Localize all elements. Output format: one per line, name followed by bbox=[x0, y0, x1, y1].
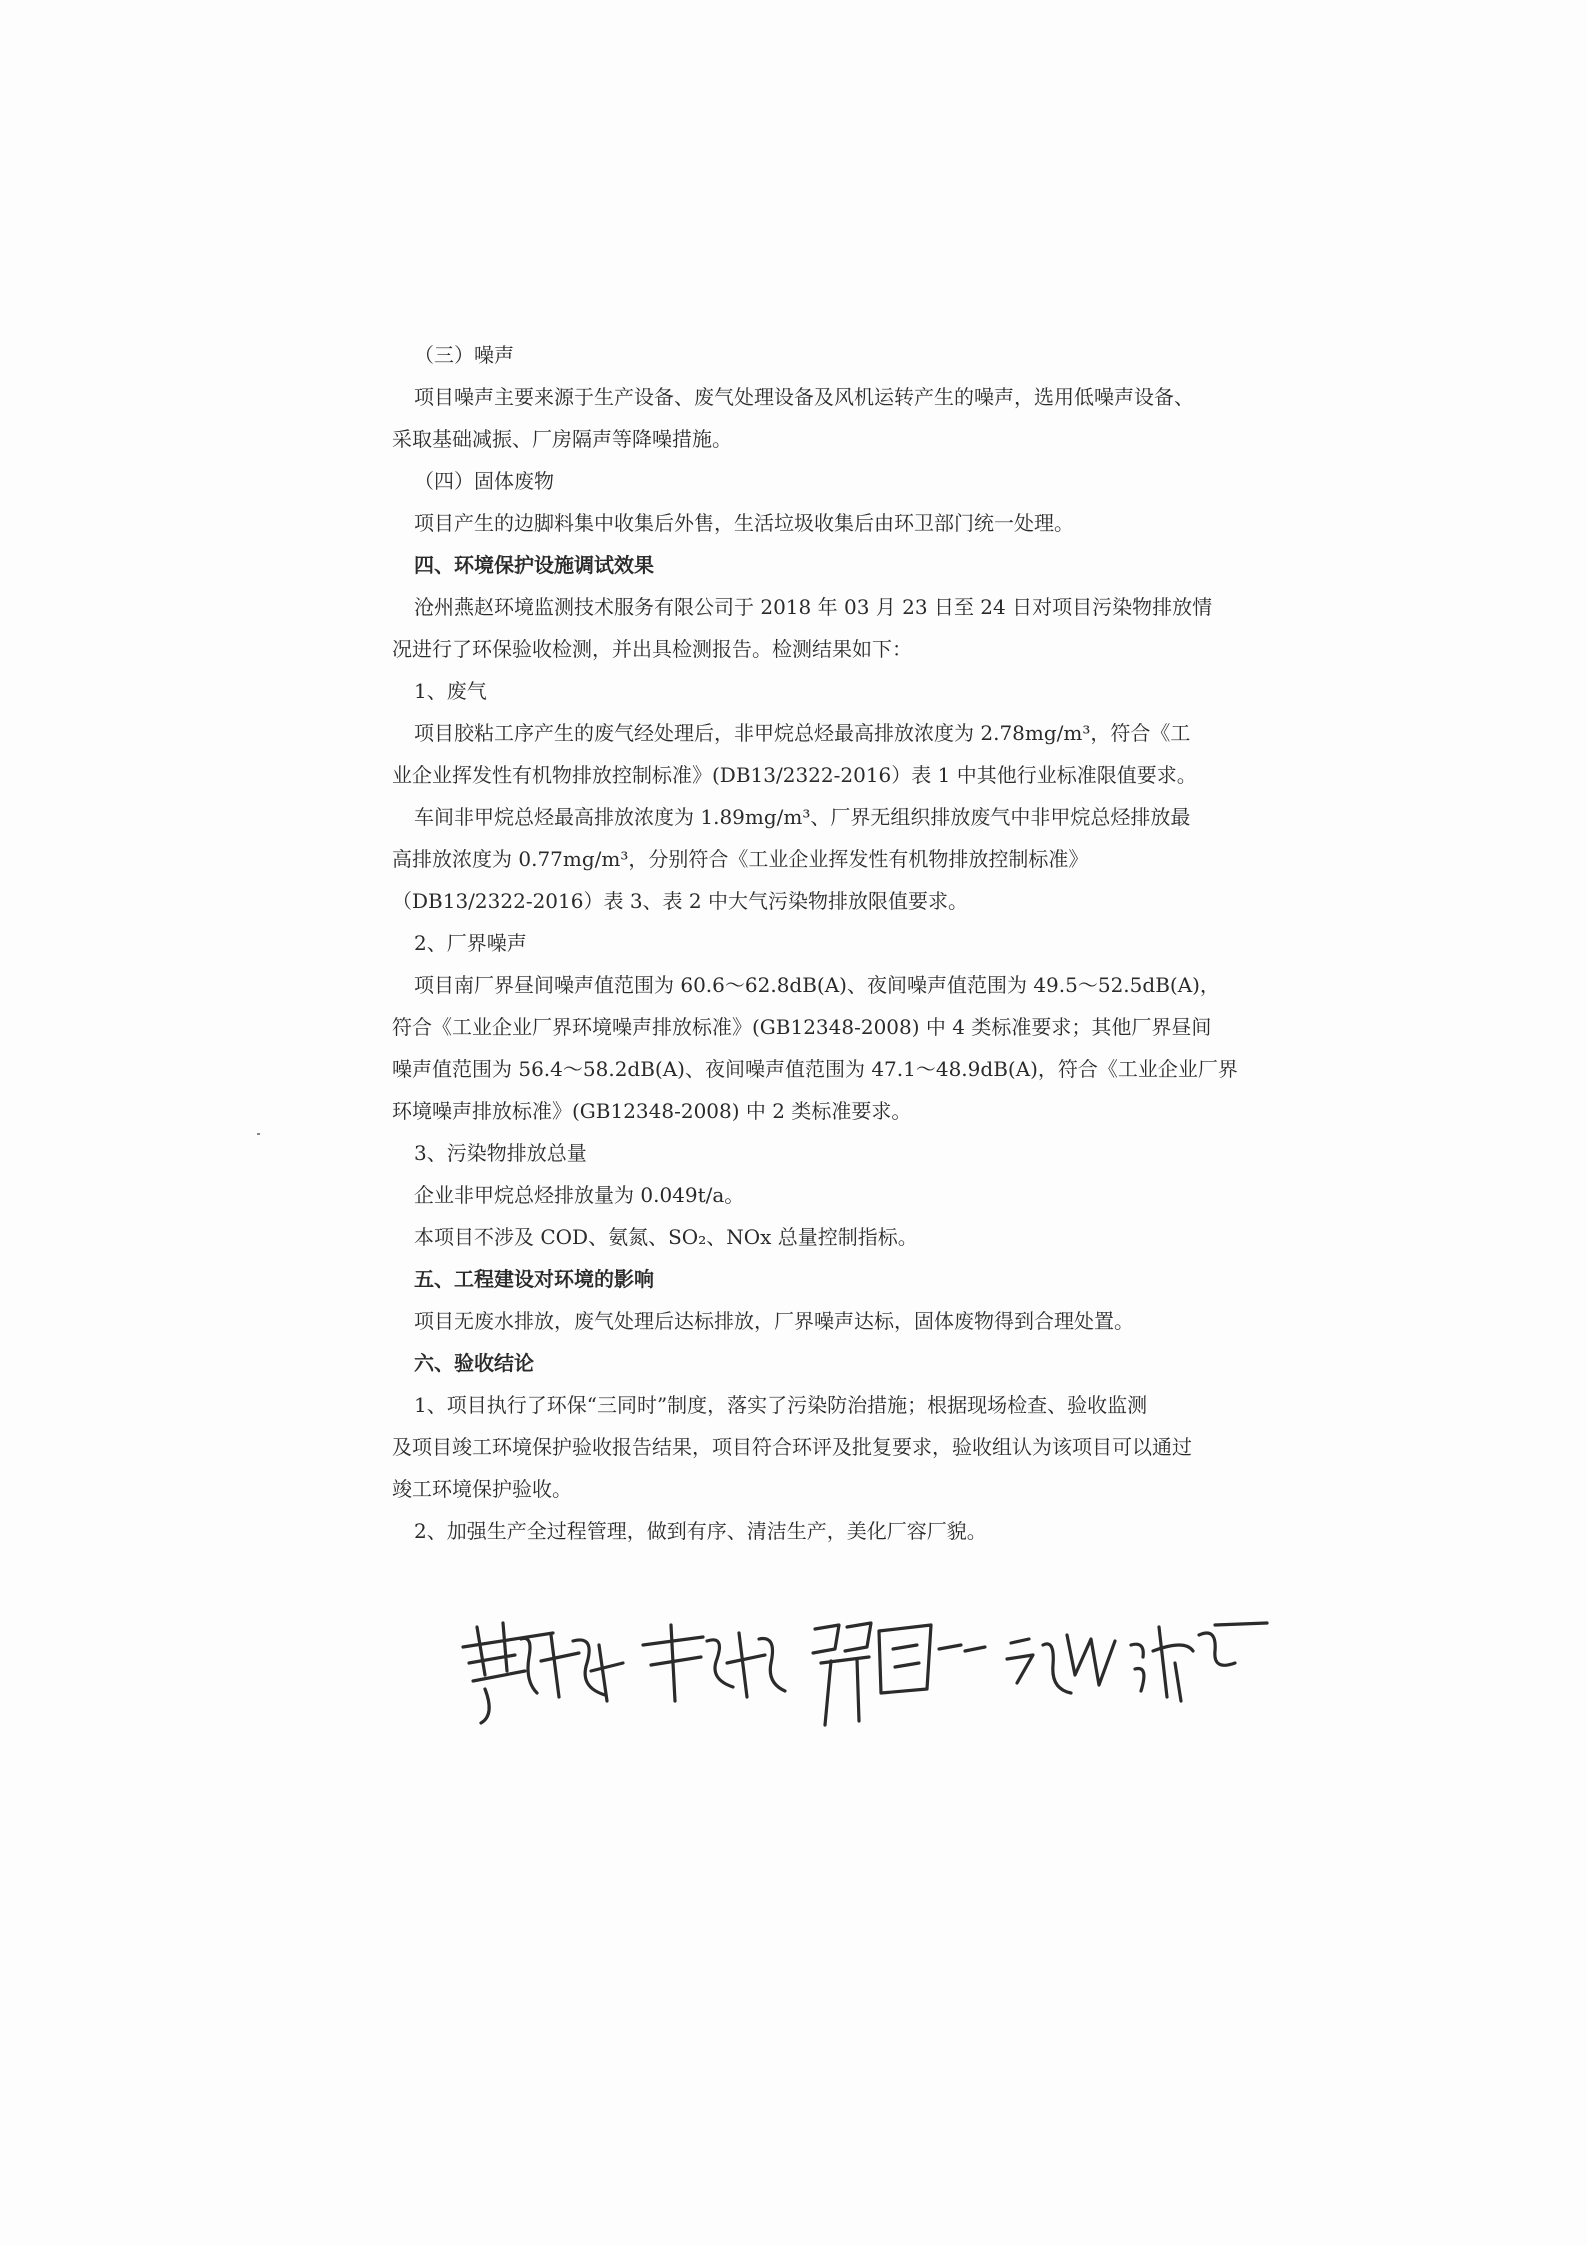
paragraph-line: 业企业挥发性有机物排放控制标准》(DB13/2322-2016）表 1 中其他行业标准限值要求。 bbox=[392, 763, 1197, 787]
paragraph-line: 本项目不涉及 COD、氨氮、SO₂、NOx 总量控制指标。 bbox=[414, 1225, 918, 1249]
paragraph-line: 企业非甲烷总烃排放量为 0.049t/a。 bbox=[414, 1183, 745, 1207]
section-heading-6: 六、验收结论 bbox=[414, 1351, 534, 1375]
paragraph-line: 沧州燕赵环境监测技术服务有限公司于 2018 年 03 月 23 日至 24 日对项目污染物排放情 bbox=[414, 595, 1213, 619]
section-heading-noise: （三）噪声 bbox=[414, 343, 514, 367]
paragraph-line: 竣工环境保护验收。 bbox=[392, 1477, 572, 1501]
paragraph-line: （DB13/2322-2016）表 3、表 2 中大气污染物排放限值要求。 bbox=[392, 889, 968, 913]
subheading-waste-gas: 1、废气 bbox=[414, 679, 487, 703]
paragraph-line: 环境噪声排放标准》(GB12348-2008) 中 2 类标准要求。 bbox=[392, 1099, 912, 1123]
paragraph-line: 项目无废水排放，废气处理后达标排放，厂界噪声达标，固体废物得到合理处置。 bbox=[414, 1309, 1134, 1333]
paragraph-line: 车间非甲烷总烃最高排放浓度为 1.89mg/m³、厂界无组织排放废气中非甲烷总烃排放最 bbox=[414, 805, 1191, 829]
section-heading-4: 四、环境保护设施调试效果 bbox=[414, 553, 654, 577]
paragraph-line: 高排放浓度为 0.77mg/m³，分别符合《工业企业挥发性有机物排放控制标准》 bbox=[392, 847, 1089, 871]
subheading-total-emissions: 3、污染物排放总量 bbox=[414, 1141, 587, 1165]
signature-4 bbox=[1007, 1635, 1115, 1693]
paragraph-line: 项目胶粘工序产生的废气经处理后，非甲烷总烃最高排放浓度为 2.78mg/m³，符合《工 bbox=[414, 721, 1191, 745]
paragraph-line: 噪声值范围为 56.4～58.2dB(A)、夜间噪声值范围为 47.1～48.9dB(A)，符合《工业企业厂界 bbox=[392, 1057, 1238, 1081]
scan-speck bbox=[257, 1133, 260, 1135]
signatures-area bbox=[455, 1605, 1275, 1735]
section-heading-solid-waste: （四）固体废物 bbox=[414, 469, 554, 493]
paragraph-line: 1、项目执行了环保“三同时”制度，落实了污染防治措施；根据现场检查、验收监测 bbox=[414, 1393, 1148, 1417]
signature-2 bbox=[643, 1625, 785, 1701]
signature-3 bbox=[813, 1623, 985, 1725]
paragraph-line: 符合《工业企业厂界环境噪声排放标准》(GB12348-2008) 中 4 类标准要求；其他厂界昼间 bbox=[392, 1015, 1212, 1039]
section-heading-5: 五、工程建设对环境的影响 bbox=[414, 1267, 654, 1291]
signature-5 bbox=[1131, 1623, 1267, 1701]
paragraph-line: 采取基础减振、厂房隔声等降噪措施。 bbox=[392, 427, 732, 451]
signature-1 bbox=[463, 1623, 623, 1723]
paragraph-line: 2、加强生产全过程管理，做到有序、清洁生产，美化厂容厂貌。 bbox=[414, 1519, 987, 1543]
paragraph-line: 项目产生的边脚料集中收集后外售，生活垃圾收集后由环卫部门统一处理。 bbox=[414, 511, 1074, 535]
paragraph-line: 及项目竣工环境保护验收报告结果，项目符合环评及批复要求，验收组认为该项目可以通过 bbox=[392, 1435, 1192, 1459]
paragraph-line: 项目南厂界昼间噪声值范围为 60.6～62.8dB(A)、夜间噪声值范围为 49.5～52.5dB(A)， bbox=[414, 973, 1220, 997]
paragraph-line: 况进行了环保验收检测，并出具检测报告。检测结果如下： bbox=[392, 637, 912, 661]
paragraph-line: 项目噪声主要来源于生产设备、废气处理设备及风机运转产生的噪声，选用低噪声设备、 bbox=[414, 385, 1194, 409]
subheading-boundary-noise: 2、厂界噪声 bbox=[414, 931, 527, 955]
